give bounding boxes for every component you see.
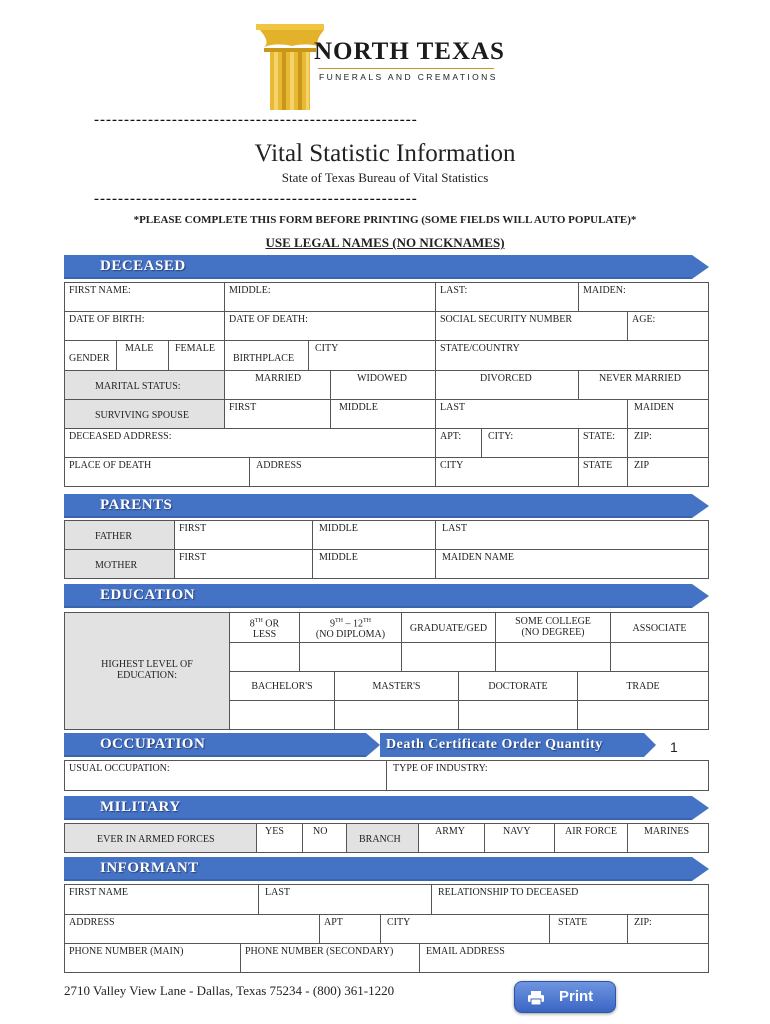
deceased-heading: DECEASED <box>100 258 186 274</box>
birthplace-city-label: CITY <box>315 343 339 354</box>
mother-label: MOTHER <box>95 560 138 571</box>
father-first-field[interactable] <box>174 520 313 550</box>
deceased-zip-label: ZIP: <box>634 431 652 442</box>
marines-label: MARINES <box>644 826 690 837</box>
order-quantity-value[interactable]: 1 <box>670 739 678 755</box>
pod-zip-field[interactable] <box>627 457 709 487</box>
marital-status-cell <box>64 370 225 400</box>
edu-some-college-checkbox[interactable] <box>495 642 611 672</box>
maiden-name-field[interactable] <box>578 282 709 312</box>
edu-graduate-checkbox[interactable] <box>401 642 496 672</box>
print-label: Print <box>559 988 594 1005</box>
mother-middle-field[interactable] <box>312 549 436 579</box>
spouse-maiden-field[interactable] <box>627 399 709 429</box>
edu-9th-12th-option[interactable] <box>299 612 402 643</box>
edu-doctorate-checkbox[interactable] <box>458 700 578 730</box>
logo-name: NORTH TEXAS <box>314 38 505 65</box>
armed-forces-cell <box>64 823 257 853</box>
edu-graduate-label: GRADUATE/GED <box>409 623 488 634</box>
education-heading: EDUCATION <box>100 587 196 603</box>
military-banner <box>64 796 710 820</box>
informant-apt-label: APT <box>324 917 343 928</box>
married-label: MARRIED <box>255 373 302 384</box>
edu-9th-12th-checkbox[interactable] <box>299 642 402 672</box>
never-married-option[interactable] <box>578 370 709 400</box>
logo-tagline: FUNERALS AND CREMATIONS <box>319 72 498 82</box>
logo-divider <box>318 68 494 69</box>
edu-trade-label: TRADE <box>626 681 660 692</box>
parents-banner <box>64 494 710 518</box>
gender-label: GENDER <box>69 353 110 364</box>
father-middle-label: MIDDLE <box>319 523 358 534</box>
divorced-label: DIVORCED <box>480 373 532 384</box>
dod-field[interactable] <box>224 311 436 341</box>
female-label: FEMALE <box>175 343 215 354</box>
page-title: Vital Statistic Information <box>254 140 516 167</box>
age-field[interactable] <box>627 311 709 341</box>
gender-female-option[interactable] <box>168 340 225 371</box>
military-heading: MILITARY <box>100 799 181 815</box>
navy-label: NAVY <box>503 826 531 837</box>
occupation-banner <box>64 733 384 757</box>
legal-names-heading: USE LEGAL NAMES (NO NICKNAMES) <box>265 235 505 250</box>
pod-state-label: STATE <box>583 460 613 471</box>
deceased-apt-field[interactable] <box>435 428 482 458</box>
edu-some-college-label: SOME COLLEGE (NO DEGREE) <box>515 616 591 638</box>
middle-name-label: MIDDLE: <box>229 285 271 296</box>
form-notice: *PLEASE COMPLETE THIS FORM BEFORE PRINTING (SOME FIELDS WILL AUTO POPULATE)* <box>133 214 637 226</box>
age-label: AGE: <box>632 314 656 325</box>
male-label: MALE <box>125 343 154 354</box>
usual-occupation-field[interactable] <box>64 760 387 791</box>
usual-occupation-label: USUAL OCCUPATION: <box>69 763 170 774</box>
phone-main-field[interactable] <box>64 943 241 973</box>
industry-label: TYPE OF INDUSTRY: <box>393 763 488 774</box>
never-married-label: NEVER MARRIED <box>599 373 681 384</box>
top-dashes: ------------------------------------------------------ <box>94 112 418 128</box>
email-label: EMAIL ADDRESS <box>426 946 505 957</box>
occupation-heading: OCCUPATION <box>100 736 206 752</box>
informant-last-field[interactable] <box>258 884 432 915</box>
edu-doctorate-option[interactable] <box>458 671 578 701</box>
spouse-middle-field[interactable] <box>330 399 436 429</box>
mother-middle-label: MIDDLE <box>319 552 358 563</box>
informant-address-field[interactable] <box>64 914 320 944</box>
state-country-label: STATE/COUNTRY <box>440 343 520 354</box>
last-name-field[interactable] <box>435 282 579 312</box>
industry-field[interactable] <box>386 760 709 791</box>
print-button[interactable] <box>514 981 616 1013</box>
military-no-label: NO <box>313 826 328 837</box>
widowed-option[interactable] <box>330 370 436 400</box>
deceased-address-field[interactable] <box>64 428 436 458</box>
informant-heading: INFORMANT <box>100 860 199 876</box>
column-logo-icon <box>252 22 332 112</box>
informant-city-label: CITY <box>387 917 411 928</box>
father-middle-field[interactable] <box>312 520 436 550</box>
mother-maiden-label: MAIDEN NAME <box>442 552 514 563</box>
place-of-death-label: PLACE OF DEATH <box>69 460 152 471</box>
military-yes-label: YES <box>265 826 284 837</box>
order-quantity-banner <box>380 733 660 757</box>
middle-name-field[interactable] <box>224 282 436 312</box>
marital-status-label: MARITAL STATUS: <box>95 381 181 392</box>
highest-level-cell <box>64 612 230 730</box>
deceased-address-label: DECEASED ADDRESS: <box>69 431 172 442</box>
gender-male-option[interactable] <box>116 340 169 371</box>
edu-8th-label: 8TH OR LESS <box>249 618 280 641</box>
page-subtitle: State of Texas Bureau of Vital Statistics <box>281 170 489 185</box>
spouse-middle-label: MIDDLE <box>339 402 378 413</box>
father-last-field[interactable] <box>435 520 709 550</box>
pod-address-label: ADDRESS <box>256 460 302 471</box>
deceased-apt-label: APT: <box>440 431 462 442</box>
footer-address: 2710 Valley View Lane - Dallas, Texas 75234 - (800) 361-1220 <box>64 983 395 998</box>
deceased-city-label: CITY: <box>488 431 514 442</box>
edu-associate-option[interactable] <box>610 612 709 643</box>
phone-secondary-label: PHONE NUMBER (SECONDARY) <box>245 946 394 957</box>
informant-apt-field[interactable] <box>319 914 381 944</box>
mother-first-label: FIRST <box>179 552 207 563</box>
military-no-option[interactable] <box>302 823 347 853</box>
deceased-zip-field[interactable] <box>627 428 709 458</box>
informant-state-field[interactable] <box>549 914 628 944</box>
edu-masters-label: MASTER'S <box>372 681 421 692</box>
maiden-name-label: MAIDEN: <box>583 285 626 296</box>
surviving-spouse-cell <box>64 399 225 429</box>
informant-zip-field[interactable] <box>627 914 709 944</box>
pod-city-label: CITY <box>440 460 464 471</box>
informant-zip-label: ZIP: <box>634 917 652 928</box>
branch-label: BRANCH <box>359 834 401 845</box>
air-force-option[interactable] <box>554 823 628 853</box>
edu-bachelors-checkbox[interactable] <box>229 700 335 730</box>
navy-option[interactable] <box>484 823 555 853</box>
armed-forces-label: EVER IN ARMED FORCES <box>97 834 215 845</box>
edu-trade-checkbox[interactable] <box>577 700 709 730</box>
father-cell <box>64 520 175 550</box>
deceased-state-label: STATE: <box>583 431 615 442</box>
edu-8th-option[interactable] <box>229 612 300 643</box>
edu-associate-checkbox[interactable] <box>610 642 709 672</box>
pod-state-field[interactable] <box>578 457 628 487</box>
edu-bachelors-option[interactable] <box>229 671 335 701</box>
edu-masters-option[interactable] <box>334 671 459 701</box>
printer-icon <box>527 990 545 1006</box>
birthplace-label: BIRTHPLACE <box>233 353 295 364</box>
mother-maiden-field[interactable] <box>435 549 709 579</box>
edu-9th-12th-label: 9TH – 12TH (NO DIPLOMA) <box>315 618 386 641</box>
deceased-banner <box>64 255 710 279</box>
edu-masters-checkbox[interactable] <box>334 700 459 730</box>
first-name-field[interactable] <box>64 282 225 312</box>
dob-field[interactable] <box>64 311 225 341</box>
military-yes-option[interactable] <box>256 823 303 853</box>
pod-zip-label: ZIP <box>634 460 649 471</box>
edu-trade-option[interactable] <box>577 671 709 701</box>
middle-dashes: ------------------------------------------------------ <box>94 191 418 207</box>
dob-label: DATE OF BIRTH: <box>69 314 145 325</box>
birthplace-state-field[interactable] <box>435 340 709 371</box>
mother-first-field[interactable] <box>174 549 313 579</box>
dod-label: DATE OF DEATH: <box>229 314 308 325</box>
informant-address-label: ADDRESS <box>69 917 115 928</box>
logo <box>252 22 505 112</box>
army-option[interactable] <box>418 823 485 853</box>
informant-banner <box>64 857 710 881</box>
father-first-label: FIRST <box>179 523 207 534</box>
first-name-label: FIRST NAME: <box>69 285 131 296</box>
branch-cell <box>346 823 419 853</box>
highest-level-label: HIGHEST LEVEL OF EDUCATION: <box>101 659 193 681</box>
informant-relationship-label: RELATIONSHIP TO DECEASED <box>438 887 579 898</box>
edu-graduate-option[interactable] <box>401 612 496 643</box>
pod-address-field[interactable] <box>249 457 436 487</box>
army-label: ARMY <box>435 826 466 837</box>
spouse-first-field[interactable] <box>224 399 331 429</box>
informant-relationship-field[interactable] <box>431 884 709 915</box>
spouse-first-label: FIRST <box>229 402 257 413</box>
spouse-maiden-label: MAIDEN <box>634 402 674 413</box>
parents-heading: PARENTS <box>100 497 173 513</box>
surviving-spouse-label: SURVIVING SPOUSE <box>95 410 189 421</box>
phone-main-label: PHONE NUMBER (MAIN) <box>69 946 184 957</box>
last-name-label: LAST: <box>440 285 468 296</box>
edu-bachelors-label: BACHELOR'S <box>251 681 313 692</box>
informant-state-label: STATE <box>558 917 588 928</box>
edu-associate-label: ASSOCIATE <box>632 623 687 634</box>
birthplace-city-field[interactable] <box>308 340 436 371</box>
marines-option[interactable] <box>627 823 709 853</box>
mother-cell <box>64 549 175 579</box>
informant-city-field[interactable] <box>380 914 550 944</box>
air-force-label: AIR FORCE <box>565 826 617 837</box>
phone-secondary-field[interactable] <box>240 943 420 973</box>
edu-some-college-option[interactable] <box>495 612 611 643</box>
married-option[interactable] <box>224 370 331 400</box>
spouse-last-field[interactable] <box>435 399 628 429</box>
informant-first-label: FIRST NAME <box>69 887 128 898</box>
education-banner <box>64 584 710 608</box>
informant-first-field[interactable] <box>64 884 259 915</box>
ssn-label: SOCIAL SECURITY NUMBER <box>440 314 573 325</box>
divorced-option[interactable] <box>435 370 579 400</box>
father-label: FATHER <box>95 531 133 542</box>
edu-8th-checkbox[interactable] <box>229 642 300 672</box>
order-quantity-label: Death Certificate Order Quantity <box>386 737 603 752</box>
edu-doctorate-label: DOCTORATE <box>488 681 548 692</box>
deceased-city-field[interactable] <box>481 428 579 458</box>
widowed-label: WIDOWED <box>357 373 407 384</box>
place-of-death-field[interactable] <box>64 457 250 487</box>
deceased-state-field[interactable] <box>578 428 628 458</box>
father-last-label: LAST <box>442 523 467 534</box>
pod-city-field[interactable] <box>435 457 579 487</box>
spouse-last-label: LAST <box>440 402 465 413</box>
email-field[interactable] <box>419 943 709 973</box>
ssn-field[interactable] <box>435 311 628 341</box>
informant-last-label: LAST <box>265 887 290 898</box>
